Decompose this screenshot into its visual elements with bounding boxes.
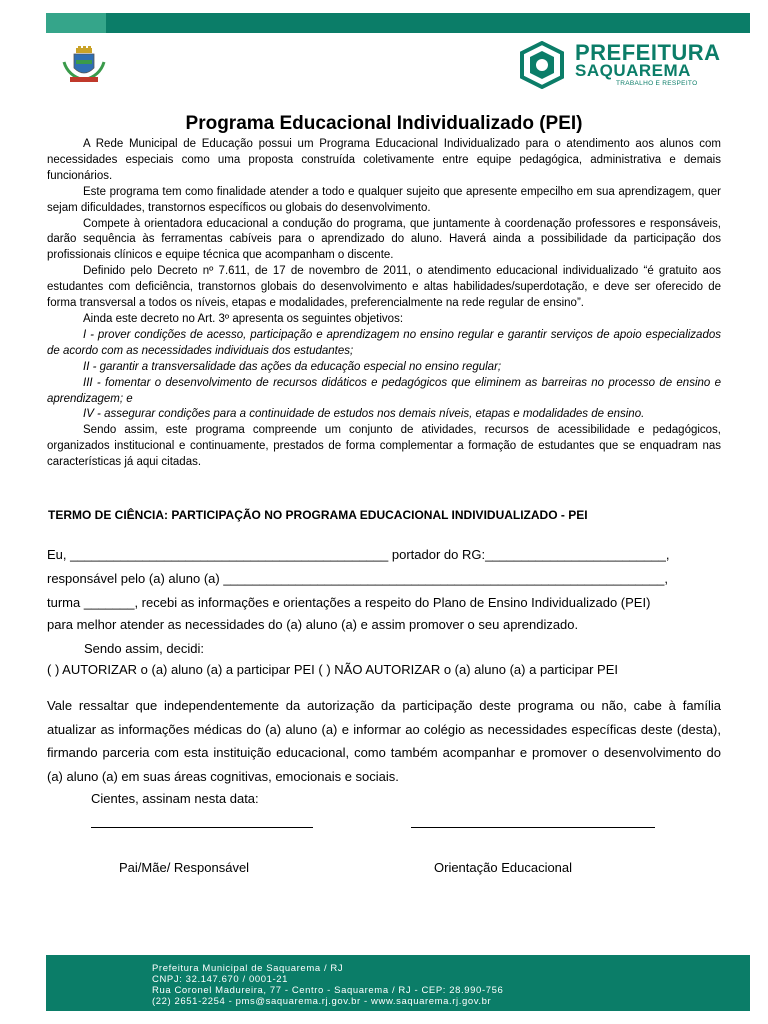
authorization-options[interactable]: ( ) AUTORIZAR o (a) aluno (a) a participar PEI ( ) NÃO AUTORIZAR o (a) aluno (a) a participar PEI	[47, 662, 618, 677]
footer-address: Rua Coronel Madureira, 77 - Centro - Saquarema / RJ - CEP: 28.990-756	[152, 985, 504, 996]
logo-text-saquarema: SAQUAREMA	[575, 61, 691, 80]
footer-org: Prefeitura Municipal de Saquarema / RJ	[152, 963, 344, 974]
objective-item: I - prover condições de acesso, participação e aprendizagem no ensino regular e garantir serviços de apoio especializados de acordo com as necessidades individuais dos estudantes;	[47, 328, 721, 357]
header-bar	[46, 13, 750, 33]
signature-label-orientation: Orientação Educacional	[434, 860, 573, 875]
objective-item: II - garantir a transversalidade das ações da educação especial no ensino regular;	[83, 360, 502, 373]
paragraph: Compete à orientadora educacional a condução do programa, que juntamente à coordenação professores e responsáveis, darão sequência às ferramentas cabíveis para o aprendizado do aluno. Haverá ainda a possibilidade da participação dos profissionais clínicos e equipe técnica que acompanham o discente.	[47, 217, 721, 262]
document-title: Programa Educacional Individualizado (PEI)	[185, 113, 583, 134]
paragraph: Ainda este decreto no Art. 3º apresenta os seguintes objetivos:	[83, 312, 404, 325]
decision-intro: Sendo assim, decidi:	[84, 641, 204, 656]
logo-slogan: TRABALHO E RESPEITO	[616, 80, 698, 87]
signature-label-parent: Pai/Mãe/ Responsável	[119, 860, 250, 875]
footer-cnpj: CNPJ: 32.147.670 / 0001-21	[152, 974, 289, 985]
paragraph: A Rede Municipal de Educação possui um Programa Educacional Individualizado para o atendimento aos alunos com necessidades especiais como uma proposta construída coletivamente entre equipe pedagógica, administrativa e demais funcionários.	[47, 138, 721, 182]
objective-item: III - fomentar o desenvolvimento de recursos didáticos e pedagógicos que eliminem as barreiras no processo de ensino e aprendizagem; e	[47, 376, 721, 405]
term-paragraph: Vale ressaltar que independentemente da autorização da participação deste programa ou não, cabe à família atualizar as informações médicas do (a) aluno (a) e informar ao colégio as necessidades específicas deste (desta), firmando parceria com esta instituição educacional, como também acompanhar e promover o desenvolvimento do (a) aluno (a) em suas áreas cognitivas, emocionais e sociais.	[47, 698, 721, 784]
footer-contact: (22) 2651-2254 - pms@saquarema.rj.gov.br - www.saquarema.rj.gov.br	[152, 996, 492, 1007]
term-title: TERMO DE CIÊNCIA: PARTICIPAÇÃO NO PROGRAMA EDUCACIONAL INDIVIDUALIZADO - PEI	[48, 508, 588, 522]
signature-line-parent[interactable]	[91, 826, 313, 828]
paragraph: Definido pelo Decreto nº 7.611, de 17 de novembro de 2011, o atendimento educacional individualizado “é gratuito aos estudantes com deficiência, transtornos globais do desenvolvimento e altas habilidades/superdotação, e deve ser oferecido de forma transversal a todos os níveis, etapas e modalidades, preferencialmente na rede regular de ensino”.	[47, 265, 721, 310]
paragraph: Este programa tem como finalidade atender a todo e qualquer sujeito que apresente empecilho em sua aprendizagem, quer sejam dificuldades, transtornos específicos ou globais do desenvolvimento.	[47, 185, 721, 214]
class-line[interactable]: turma _______, recebi as informações e orientações a respeito do Plano de Ensino Individualizado (PEI)	[47, 595, 651, 610]
header-bar-accent	[46, 13, 106, 33]
term-text-line: para melhor atender as necessidades do (a) aluno (a) e assim promover o seu aprendizado.	[47, 617, 579, 632]
document-body	[47, 137, 721, 471]
sign-intro: Cientes, assinam nesta data:	[91, 791, 259, 806]
logo-text-prefeitura: PREFEITURA	[575, 40, 721, 65]
student-line[interactable]: responsável pelo (a) aluno (a) _____________________________________________________________,	[47, 571, 668, 586]
signature-line-orientation[interactable]	[411, 826, 655, 828]
coat-of-arms-icon	[62, 46, 106, 84]
objective-item: IV - assegurar condições para a continuidade de estudos nos demais níveis, etapas e modalidades de ensino.	[83, 408, 645, 421]
name-rg-line[interactable]: Eu, ____________________________________________ portador do RG:_________________________,	[47, 547, 670, 562]
paragraph: Sendo assim, este programa compreende um conjunto de atividades, recursos de acessibilidade e pedagógicos, organizados institucional e continuamente, prestados de forma complementar a formação de estudantes que se enquadram nas características já aqui citadas.	[47, 424, 721, 469]
